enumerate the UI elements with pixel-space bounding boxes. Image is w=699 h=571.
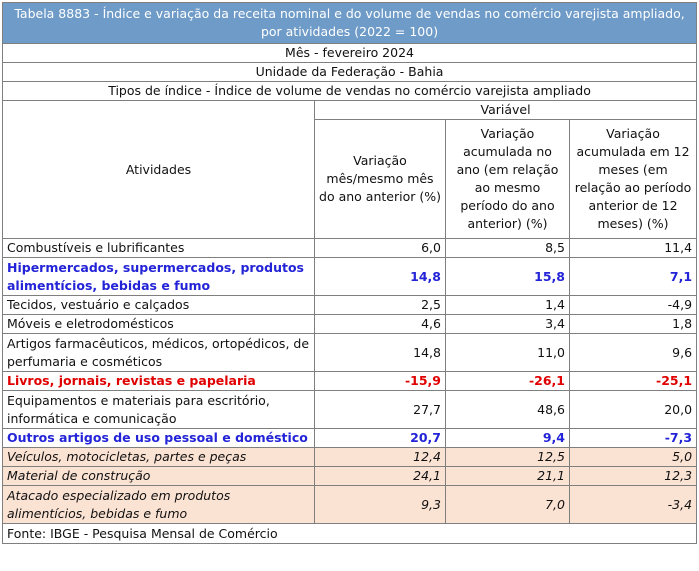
value-monthly: 14,8 [315, 334, 446, 372]
value-12m: 7,1 [570, 258, 697, 296]
table-row [3, 239, 697, 258]
value-12m: -7,3 [570, 429, 697, 448]
value-12m: 5,0 [570, 448, 697, 467]
table-row [3, 429, 697, 448]
value-ytd: 9,4 [446, 429, 570, 448]
table-row [3, 391, 697, 429]
data-table [2, 2, 697, 544]
value-ytd: 21,1 [446, 467, 570, 486]
value-monthly: 6,0 [315, 239, 446, 258]
activity-label: Hipermercados, supermercados, produtos alimentícios, bebidas e fumo [3, 258, 315, 296]
value-12m: 1,8 [570, 315, 697, 334]
table-row [3, 448, 697, 467]
value-monthly: 14,8 [315, 258, 446, 296]
column-header-ytd: Variação acumulada no ano (em relação ao mesmo período do ano anterior) (%) [446, 120, 570, 239]
uf-header: Unidade da Federação - Bahia [3, 63, 697, 82]
value-12m: -4,9 [570, 296, 697, 315]
value-ytd: 15,8 [446, 258, 570, 296]
value-monthly: 24,1 [315, 467, 446, 486]
activity-label: Atacado especializado em produtos alimentícios, bebidas e fumo [3, 486, 315, 524]
activity-label: Combustíveis e lubrificantes [3, 239, 315, 258]
table-row [3, 296, 697, 315]
value-12m: 11,4 [570, 239, 697, 258]
value-ytd: 3,4 [446, 315, 570, 334]
table-row [3, 315, 697, 334]
activities-header: Atividades [3, 101, 315, 239]
table-row [3, 467, 697, 486]
value-monthly: 12,4 [315, 448, 446, 467]
value-12m: -3,4 [570, 486, 697, 524]
value-ytd: 48,6 [446, 391, 570, 429]
value-ytd: 8,5 [446, 239, 570, 258]
value-12m: 12,3 [570, 467, 697, 486]
table-row [3, 486, 697, 524]
table-row [3, 372, 697, 391]
activity-label: Material de construção [3, 467, 315, 486]
table-row [3, 258, 697, 296]
column-header-monthly: Variação mês/mesmo mês do ano anterior (%) [315, 120, 446, 239]
value-monthly: 9,3 [315, 486, 446, 524]
value-monthly: 2,5 [315, 296, 446, 315]
activity-label: Tecidos, vestuário e calçados [3, 296, 315, 315]
value-ytd: 11,0 [446, 334, 570, 372]
value-ytd: 7,0 [446, 486, 570, 524]
source-footer: Fonte: IBGE - Pesquisa Mensal de Comércio [3, 524, 697, 544]
activity-label: Artigos farmacêuticos, médicos, ortopédicos, de perfumaria e cosméticos [3, 334, 315, 372]
value-12m: 20,0 [570, 391, 697, 429]
value-12m: -25,1 [570, 372, 697, 391]
value-monthly: -15,9 [315, 372, 446, 391]
table-row [3, 334, 697, 372]
column-header-12m: Variação acumulada em 12 meses (em relação ao período anterior de 12 meses) (%) [570, 120, 697, 239]
value-12m: 9,6 [570, 334, 697, 372]
activity-label: Equipamentos e materiais para escritório, informática e comunicação [3, 391, 315, 429]
activity-label: Outros artigos de uso pessoal e doméstico [3, 429, 315, 448]
month-header: Mês - fevereiro 2024 [3, 44, 697, 63]
activity-label: Livros, jornais, revistas e papelaria [3, 372, 315, 391]
value-monthly: 20,7 [315, 429, 446, 448]
value-monthly: 4,6 [315, 315, 446, 334]
value-monthly: 27,7 [315, 391, 446, 429]
activity-label: Móveis e eletrodomésticos [3, 315, 315, 334]
index-type-header: Tipos de índice - Índice de volume de vendas no comércio varejista ampliado [3, 82, 697, 101]
value-ytd: 12,5 [446, 448, 570, 467]
value-ytd: -26,1 [446, 372, 570, 391]
activity-label: Veículos, motocicletas, partes e peças [3, 448, 315, 467]
value-ytd: 1,4 [446, 296, 570, 315]
variable-header: Variável [315, 101, 697, 120]
table-title: Tabela 8883 - Índice e variação da receita nominal e do volume de vendas no comércio varejista ampliado, por atividades (2022 = 100) [3, 3, 697, 44]
